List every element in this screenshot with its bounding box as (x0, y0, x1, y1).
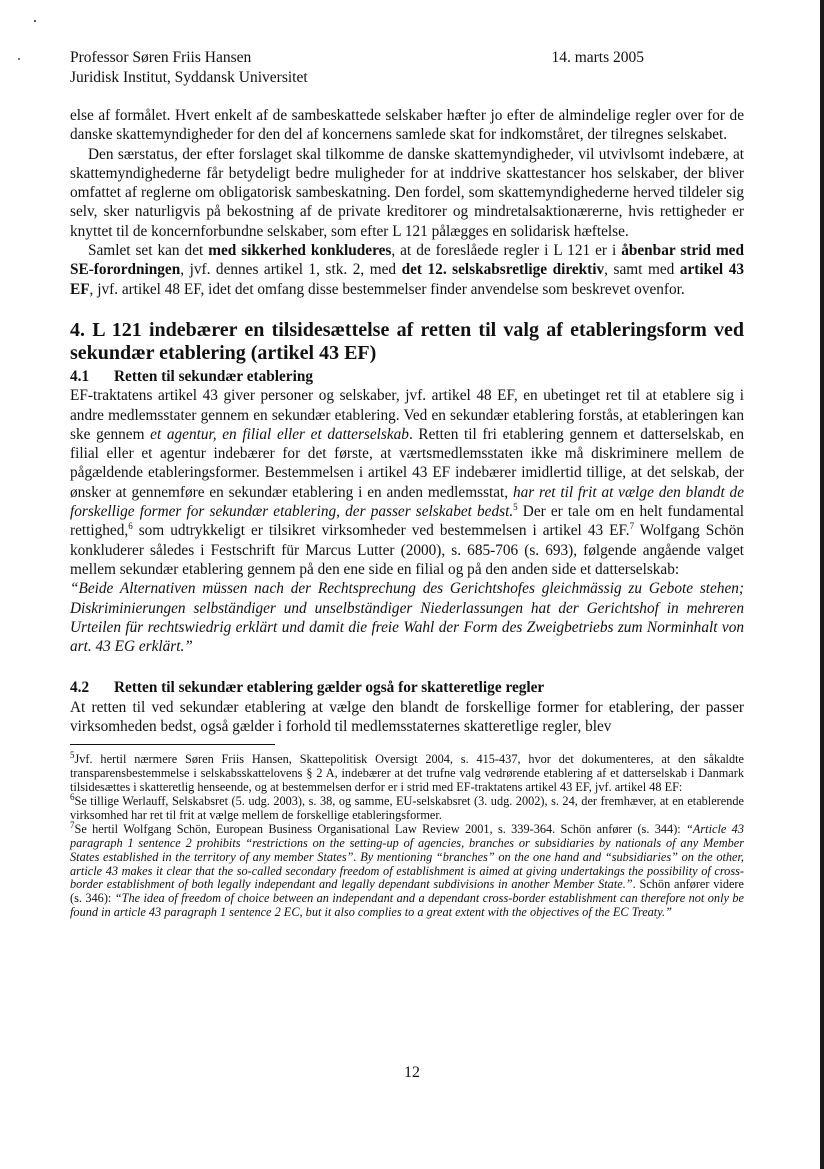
footnote-5: $^5$Jvf. hertil nærmere Søren Friis Hansen, Skattepolitisk Oversigt 2004, s. 415-437, hvor det dokumenteres, at den såkaldte transparensbestemmelse i selskabsskattelovens § 2 A, indebærer at det trufne valg vedrørende etablering af et datterselskab i Danmark tilsidesættes i skatteretlig henseende, og at bestemmelsen derfor er i strid med EF-traktatens artikel 43 EF, jvf. artikel 48 EF: (70, 750, 744, 795)
scan-speck (18, 58, 20, 60)
document-body (70, 106, 744, 920)
section-4-1-paragraph: EF-traktatens artikel 43 giver personer og selskaber, jvf. artikel 48 EF, en ubetinget ret til at etablere sig i andre medlemsstater gennem en sekundær etablering. Ved en sekundær etablering forstås, at etableringen kan ske gennem et agentur, en filial eller et datterselskab. Retten til fri etablering gennem et datterselskab, en filial eller et agentur indebærer for det første, at værtsmedlemsstaten ikke må diskriminere mellem de pågældende etableringsformer. Bestemmelsen i artikel 43 EF indebærer imidlertid tillige, at det selskab, der ønsker at gennemføre en sekundær etablering i en anden medlemsstat, har ret til frit at vælge den blandt de forskellige former for sekundær etablering, der passer selskabet bedst.$^5$ Der er tale om en helt fundamental rettighed,$^6$ som udtrykkeligt er tilsikret virksomheder ved bestemmelsen i artikel 43 EF.$^7$ Wolfgang Schön konkluderer således i Festschrift für Marcus Lutter (2000), s. 685-706 (s. 693), følgende angående valget mellem sekundær etablering gennem på den ene side en filial og på den anden side et datterselskab: (70, 387, 744, 578)
section-4-2-heading (70, 678, 744, 697)
paragraph-1: else af formålet. Hvert enkelt af de sambeskattede selskaber hæfter jo efter de almindelige regler over for de danske skattemyndigheder for den del af koncernens samlede skat for indkomståret, der tilregnes selskabet. (70, 107, 744, 144)
section-4-2-paragraph: At retten til ved sekundær etablering at vælge den blandt de forskellige former for etablering, der passer virksomheden bedst, også gælder i forhold til medlemsstaternes skatteretlige regler, blev (70, 698, 744, 736)
italic-free-choice: har ret til frit at vælge den blandt de forskellige former for sekundær etablering, der passer selskabet bedst. (70, 483, 744, 521)
footnote-6: $^6$Se tillige Werlauff, Selskabsret (5. udg. 2003), s. 38, og samme, EU-selskabsret (3. udg. 2002), s. 24, der fremhæver, at en etablerende virksomhed har ret til frit at vælge mellem de forskellige etableringsformer. (70, 791, 744, 822)
section-4-1-heading (70, 367, 744, 386)
footnote-mark: 5 (70, 750, 75, 761)
bold-article: artikel 43 EF (70, 261, 744, 298)
footnote-quote-1: “Article 43 paragraph 1 sentence 2 prohibits “restrictions on the setting-up of agencies, branches or subsidiaries by nationals of any Member States established in the territory of any member States”. By mentioning “branches” on the one hand and “subsidiaries” on the other, article 43 makes it clear that the so-called secondary freedom of establishment is aimed at giving undertakings the possibility of cross-border establishment of both legally independant and legally dependant subdivisions in another Member State.” (70, 821, 744, 892)
paragraph-2: Den særstatus, der efter forslaget skal tilkomme de danske skattemyndigheder, vil utvivlsomt indebære, at skattemyndighederne får betydeligt bedre muligheder for at inddrive skattestancer hos selskaber, der bliver omfattet af reglerne om obligatorisk sambeskatning. Den fordel, som skattemyndighederne herved tildeler sig selv, sker naturligvis på bekostning af de private kreditorer og mindretalsaktionærerne, hvis rettigheder er knyttet til de koncernforbundne selskaber, som efter L 121 pålægges en solidarisk hæftelse. (70, 145, 744, 240)
bold-se-regulation: åbenbar strid med SE-forordningen (70, 242, 744, 279)
header-date: 14. marts 2005 (551, 49, 644, 66)
page-number: 12 (404, 1064, 420, 1081)
footnote-7: $^7$Se hertil Wolfgang Schön, European Business Organisational Law Review 2001, s. 339-364. Schön anfører (s. 344): “Article 43 paragraph 1 sentence 2 prohibits “restrictions on the setting-up of agencies, branches or subsidiaries by nationals of any Member States established in the territory of any member States”. By mentioning “branches” on the one hand and “subsidiaries” on the other, article 43 makes it clear that the so-called secondary freedom of establishment is aimed at giving undertakings the possibility of cross-border establishment of both legally independant and legally dependant subdivisions in another Member State.”. Schön anfører videre (s. 346): “The idea of freedom of choice between an independant and a dependant cross-border establishment can therefore not only be found in article 43 paragraph 1 sentence 2 EC, but it also complies to a great extent with the objectives of the EC Treaty.” (70, 819, 744, 920)
block-quote: “Beide Alternativen müssen nach der Rechtsprechung des Gerichtshofes gleichmässig zu Gebote stehen; Diskriminierungen selbständiger und unselbständiger Niederlassungen hat der Gerichtshof in mehreren Urteilen für rechtswiedrig erklärt und damit die freie Wahl der Form des Zweigbetriebs zum Norminhalt von art. 43 EG erklärt.” (70, 580, 744, 656)
section-number: 4.2 (70, 679, 90, 697)
header-institution: Juridisk Institut, Syddansk Universitet (70, 69, 308, 86)
section-4-heading: 4. L 121 indebærer en tilsidesættelse af retten til valg af etableringsform ved sekundær etablering (artikel 43 EF) (70, 318, 744, 364)
scan-speck (34, 20, 36, 22)
footnote-ref-6[interactable]: 6 (128, 521, 133, 532)
section-number: 4.1 (70, 367, 90, 385)
footnotes (70, 750, 744, 920)
footnote-ref-7[interactable]: 7 (629, 521, 635, 532)
header-author: Professor Søren Friis Hansen (70, 49, 252, 66)
footnote-separator (70, 744, 275, 745)
bold-directive: det 12. selskabsretlige direktiv (401, 261, 605, 279)
footnote-mark: 6 (70, 791, 75, 802)
page-header (70, 48, 744, 88)
footnote-mark: 7 (70, 819, 75, 830)
footnote-quote-2: “The idea of freedom of choice between an independant and a dependant cross-border establishment can therefore not only be found in article 43 paragraph 1 sentence 2 EC, but it also complies to a great extent with the objectives of the EC Treaty.” (70, 891, 744, 920)
bold-conclusion: med sikkerhed konkluderes (208, 242, 392, 260)
section-title: Retten til sekundær etablering (114, 367, 313, 385)
paragraph-3: Samlet set kan det med sikkerhed konkluderes, at de foreslåede regler i L 121 er i åbenbar strid med SE-forordningen, jvf. dennes artikel 1, stk. 2, med det 12. selskabsretlige direktiv, samt med artikel 43 EF, jvf. artikel 48 EF, idet det omfang disse bestemmelser finder anvendelse som beskrevet ovenfor. (70, 242, 744, 298)
section-title: Retten til sekundær etablering gælder også for skatteretlige regler (114, 679, 545, 697)
scan-page-edge (820, 0, 824, 1169)
footnote-ref-5[interactable]: 5 (513, 501, 518, 512)
italic-forms: et agentur, en filial eller et datterselskab (150, 425, 409, 443)
